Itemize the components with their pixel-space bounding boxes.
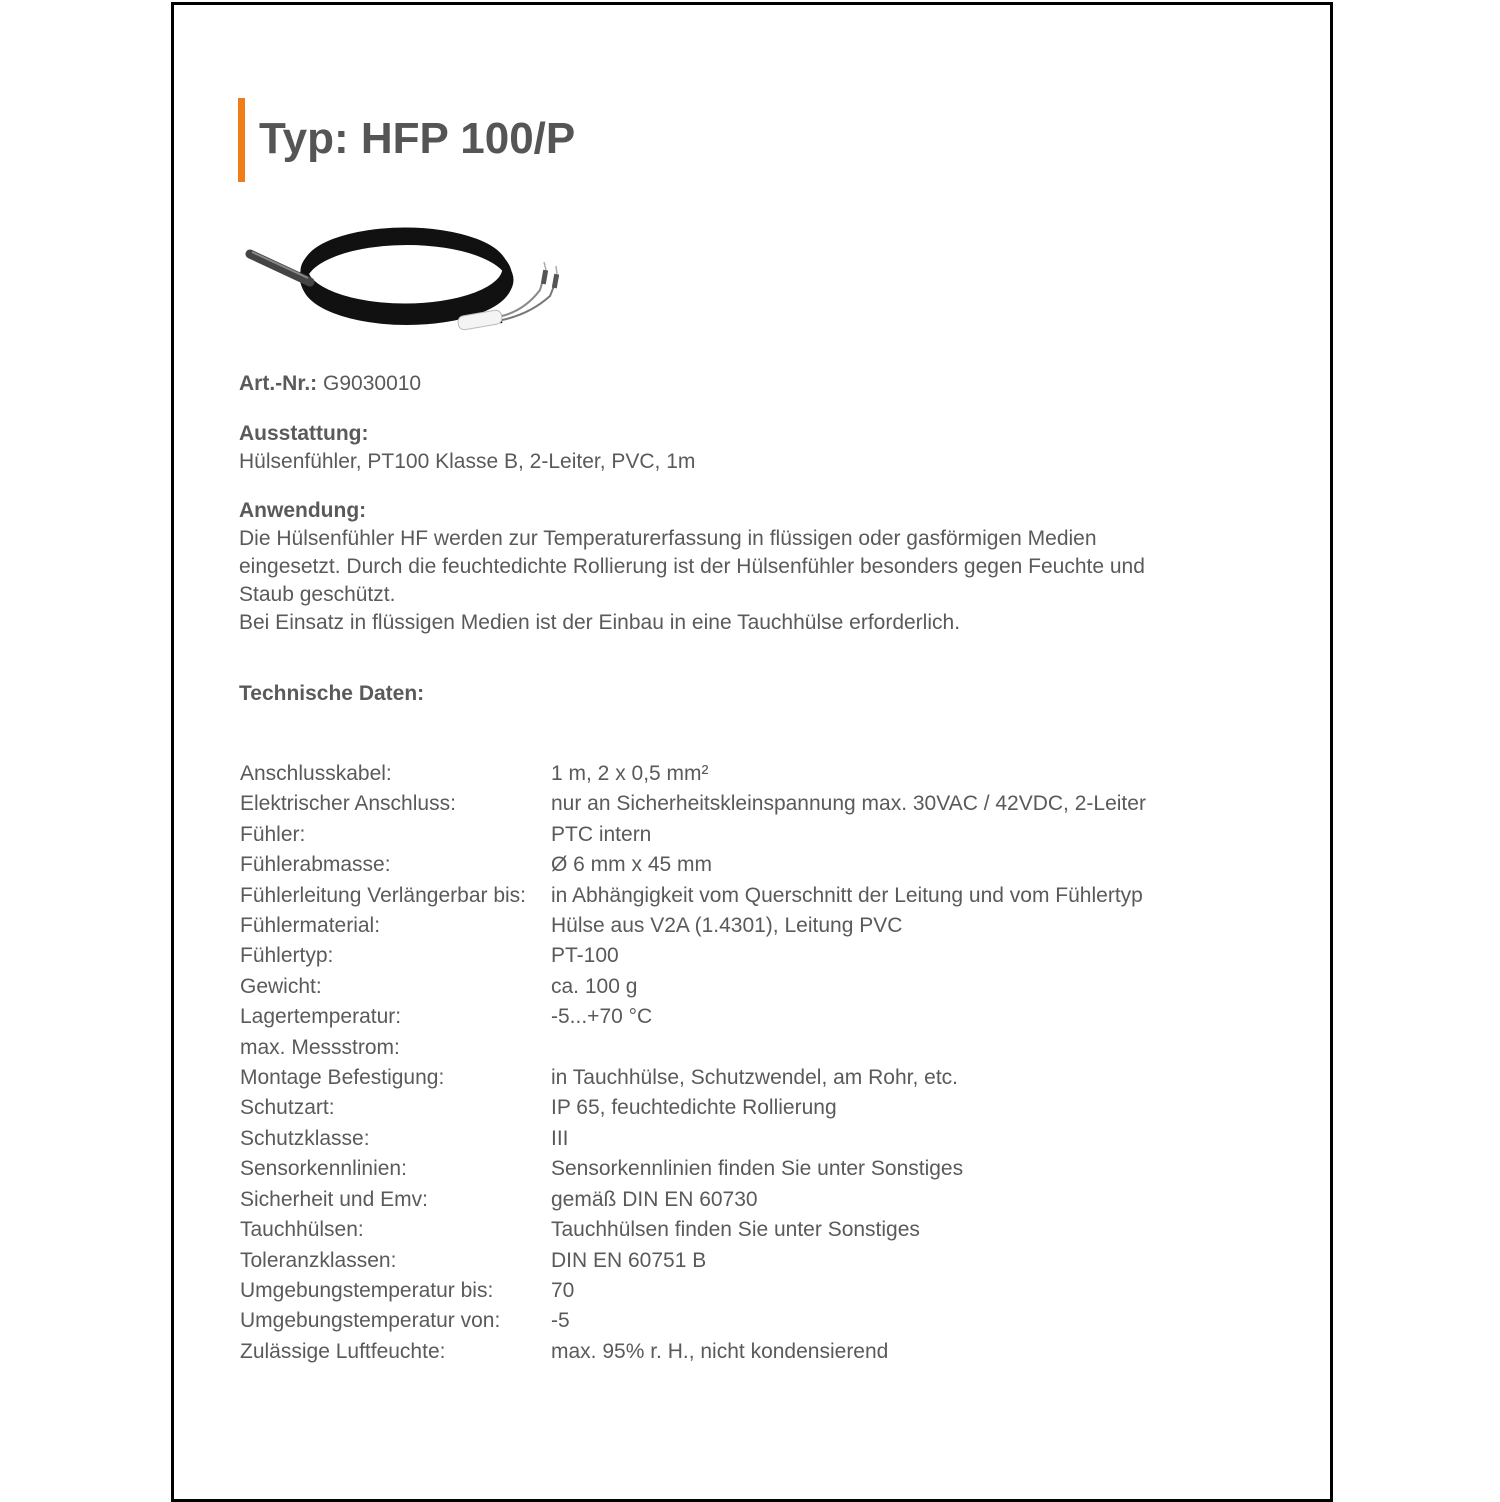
spec-row [240,820,1240,850]
spec-row [240,1033,1240,1063]
spec-label: Umgebungstemperatur bis: [240,1278,494,1302]
ausstattung-heading: Ausstattung: [239,422,369,445]
spec-value: PT-100 [551,944,619,968]
spec-value: 1 m, 2 x 0,5 mm² [551,762,709,785]
anwendung-line: eingesetzt. Durch die feuchtedichte Rollierung ist der Hülsenfühler besonders gegen Feuchte und [239,555,1145,578]
spec-row [240,1337,1240,1367]
spec-label: Tauchhülsen: [240,1218,364,1242]
spec-row [240,1185,1240,1215]
spec-label: Schutzklasse: [240,1126,370,1150]
spec-label: max. Messstrom: [240,1035,400,1059]
spec-row [240,1093,1240,1123]
spec-value: 70 [551,1278,575,1302]
spec-table [240,759,1240,1367]
spec-row [240,1276,1240,1306]
spec-label: Sicherheit und Emv: [240,1187,428,1211]
spec-row [240,759,1240,789]
spec-row [240,1154,1240,1184]
spec-row [240,972,1240,1002]
spec-label: Zulässige Luftfeuchte: [240,1339,446,1363]
spec-row [240,941,1240,971]
spec-row [240,1002,1240,1032]
spec-label: Fühlerabmasse: [240,853,391,877]
title-accent-bar [238,98,245,182]
spec-row [240,789,1240,819]
spec-value: max. 95% r. H., nicht kondensierend [551,1339,889,1363]
spec-label: Fühlertyp: [240,944,334,968]
page-title: Typ: HFP 100/P [259,114,576,163]
spec-value: in Abhängigkeit vom Querschnitt der Leitung und vom Fühlertyp [551,883,1143,907]
spec-label: Fühlermaterial: [240,914,381,938]
spec-label: Montage Befestigung: [240,1066,445,1090]
spec-value: IP 65, feuchtedichte Rollierung [551,1096,837,1120]
spec-value: ca. 100 g [551,974,638,998]
technische-daten-heading: Technische Daten: [239,682,425,705]
spec-label: Toleranzklassen: [240,1248,397,1272]
spec-label: Gewicht: [240,974,322,998]
spec-value: Hülse aus V2A (1.4301), Leitung PVC [551,914,903,938]
anwendung-text [239,525,1229,637]
spec-value: III [551,1126,569,1150]
spec-value: Sensorkennlinien finden Sie unter Sonstiges [551,1157,964,1181]
spec-row [240,1246,1240,1276]
spec-row [240,1124,1240,1154]
ausstattung-text: Hülsenfühler, PT100 Klasse B, 2-Leiter, PVC, 1m [239,450,696,473]
spec-row [240,1063,1240,1093]
spec-value: gemäß DIN EN 60730 [551,1187,758,1211]
spec-row [240,850,1240,880]
spec-value: PTC intern [551,822,652,846]
anwendung-line: Bei Einsatz in flüssigen Medien ist der Einbau in eine Tauchhülse erforderlich. [239,611,961,634]
spec-value: Tauchhülsen finden Sie unter Sonstiges [551,1218,920,1242]
spec-row [240,1306,1240,1336]
anwendung-line: Staub geschützt. [239,583,396,606]
spec-row [240,911,1240,941]
article-number [239,370,421,398]
spec-row [240,1215,1240,1245]
spec-value: -5...+70 °C [551,1005,653,1029]
spec-label: Sensorkennlinien: [240,1157,407,1181]
spec-label: Schutzart: [240,1096,335,1120]
spec-value: in Tauchhülse, Schutzwendel, am Rohr, etc. [551,1066,959,1090]
spec-label: Fühler: [240,822,306,846]
anwendung-line: Die Hülsenfühler HF werden zur Temperaturerfassung in flüssigen oder gasförmigen Medien [239,527,1097,550]
spec-value [551,1033,1240,1063]
spec-value: DIN EN 60751 B [551,1248,707,1272]
spec-label: Elektrischer Anschluss: [240,792,456,816]
spec-value: -5 [551,1309,570,1333]
article-number-value: G9030010 [323,372,422,395]
spec-label: Lagertemperatur: [240,1005,402,1029]
sensor-cable-photo [240,210,580,350]
anwendung-heading: Anwendung: [239,499,367,522]
spec-value: nur an Sicherheitskleinspannung max. 30VAC / 42VDC, 2-Leiter [551,792,1146,816]
article-number-label: Art.-Nr.: [239,372,318,395]
spec-value: Ø 6 mm x 45 mm [551,853,713,877]
spec-label: Anschlusskabel: [240,762,392,785]
spec-label: Umgebungstemperatur von: [240,1309,501,1333]
spec-row [240,881,1240,911]
spec-label: Fühlerleitung Verlängerbar bis: [240,883,527,907]
